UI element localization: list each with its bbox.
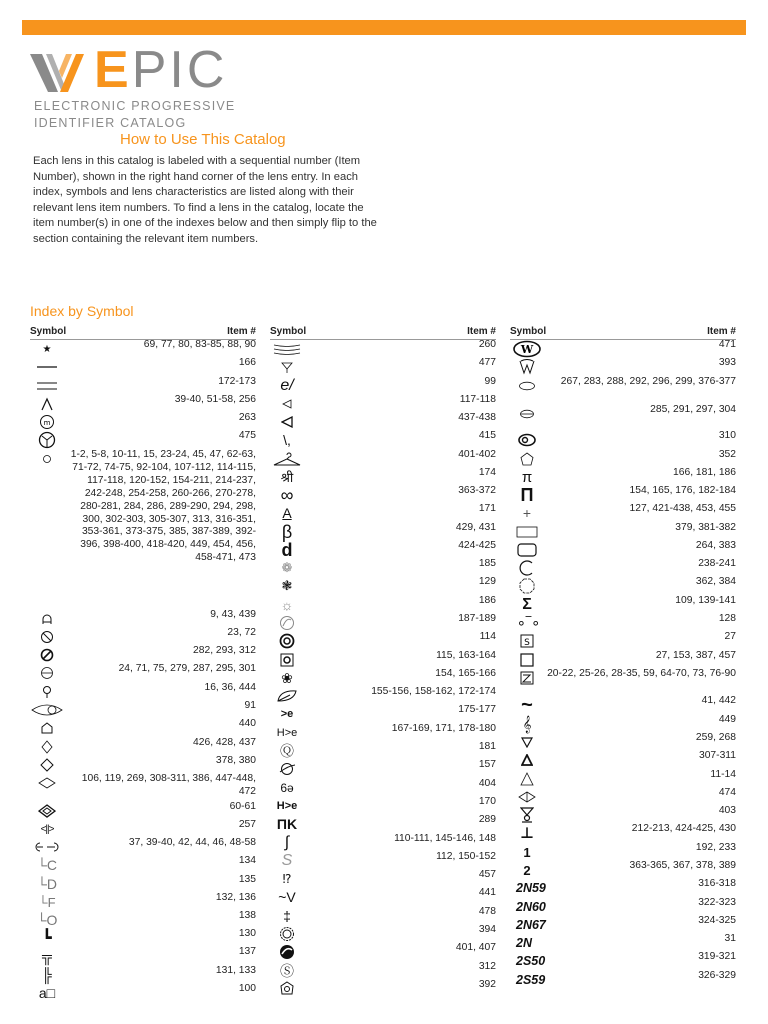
item-numbers: 41, 442 [701,695,736,706]
logo-stripes-icon [28,50,84,96]
item-numbers: 69, 77, 80, 83-85, 88, 90 [143,339,256,350]
pi-k-icon: ΠK [276,816,298,832]
item-numbers: 394 [478,924,496,935]
rectangle-icon [510,523,544,541]
item-numbers: 137 [238,946,256,957]
item-numbers: 441 [478,887,496,898]
item-numbers: 130 [238,928,256,939]
circle-m-icon [30,413,64,431]
item-numbers: 31 [724,933,736,944]
index-column-3 [510,325,736,987]
item-numbers: 187-189 [458,613,496,624]
oval-bar-icon [510,405,544,423]
item-numbers: 110-111, 145-146, 148 [394,833,496,844]
wide-diamond-icon [30,774,64,792]
svg-text:S: S [524,638,530,648]
item-numbers: 186 [478,595,496,606]
item-numbers: 128 [718,613,736,624]
index-column-2 [270,325,496,990]
item-numbers: 285, 291, 297, 304 [650,404,736,415]
l-stack-icon: ╦ [42,948,52,964]
funnel-icon [270,358,304,376]
item-numbers: 170 [478,796,496,807]
integral-icon: ∫ [284,834,290,851]
oval-icon [510,377,544,395]
s-outline-icon: S [281,852,293,869]
item-numbers: 263 [238,412,256,423]
pi-icon: π [521,468,533,486]
item-numbers: 324-325 [698,915,736,926]
triangle-down-icon [510,733,544,751]
item-numbers: 424-425 [458,540,496,551]
item-numbers: 426, 428, 437 [193,737,256,748]
item-numbers: 437-438 [458,412,496,423]
infinity-icon: ∞ [280,484,294,505]
item-numbers: 322-323 [698,897,736,908]
small-triangle-left-icon [270,395,304,413]
spiral-icon: ❃ [281,578,293,593]
header-accent-bar [22,20,746,35]
brand-subtitle-line1: ELECTRONIC PROGRESSIVE [34,99,236,113]
item-numbers: 155-156, 158-162, 172-174 [371,686,496,697]
item-numbers: 167-169, 171, 178-180 [391,723,496,734]
item-numbers: 100 [238,983,256,994]
at-circle-icon: Ⓠ [280,743,294,759]
index-title: Index by Symbol [30,303,134,319]
item-numbers: 11-14 [710,769,736,780]
item-numbers: 27 [724,631,736,642]
sun-icon: ☼ [280,597,294,613]
dagger-icon: ‡ [283,908,291,924]
item-numbers: 39-40, 51-58, 256 [174,394,256,405]
item-numbers: 1-2, 5-8, 10-11, 15, 23-24, 45, 47, 62-63, 71-72, 74-75, 92-104, 107-112, 114-115, 117-118, 120-152, 154-211, 214-237, 242-248, 254-258, 260-266, 270-278, 280-281, 284, 286, 289-290, 294, 298, 300, 302-303, 305-307, 313, 316-351, 353-361, 373-375, 385, 387-389, 392-396, 398-400, 418-420, 449, 454, 456, 458-471, 473 [70,449,256,564]
item-numbers: 257 [238,819,256,830]
item-numbers: 478 [478,906,496,917]
index-column-1 [30,325,256,1001]
item-numbers: 20-22, 25-26, 28-35, 59, 64-70, 73, 76-90 [547,668,736,679]
item-numbers: 166, 181, 186 [673,467,736,478]
square-icon [510,651,544,669]
item-numbers: 449 [718,714,736,725]
item-numbers: 363-365, 367, 378, 389 [629,860,736,871]
s-square-icon [510,632,544,650]
symbol-header: Symbol [510,326,547,337]
digit-two-icon: 2 [523,862,531,878]
leaf-icon [270,687,304,705]
howto-title: How to Use This Catalog [120,131,286,148]
item-numbers: 154, 165, 176, 182-184 [629,485,736,496]
item-numbers: 457 [478,869,496,880]
item-numbers: 109, 139-141 [675,595,736,606]
text-2n-icon: 2N [516,936,532,950]
item-numbers: 471 [718,339,736,350]
treble-clef-icon: 𝄞 [522,715,532,733]
item-numbers: 9, 43, 439 [210,609,256,620]
item-numbers: 477 [478,357,496,368]
brushed-circle-icon [270,760,304,778]
s-ball-icon [270,943,304,961]
item-numbers: 429, 431 [455,522,496,533]
l-c-icon: └C [36,857,58,873]
arrow-circle-icon [30,838,64,856]
caret-up-icon [30,395,64,413]
item-numbers: 310 [718,430,736,441]
text-2s50-icon: 2S50 [516,954,546,968]
item-numbers: 259, 268 [695,732,736,743]
triangle-bold-icon [510,751,544,769]
triangle-up-icon [510,770,544,788]
item-numbers: 316-318 [698,878,736,889]
item-numbers: 404 [478,778,496,789]
item-numbers: 392 [478,979,496,990]
w-circle-icon [510,340,544,358]
column-header [510,325,736,340]
swirl-icon: ❁ [281,560,293,575]
angle-bars-icon: <||> [40,823,54,835]
swoosh-circle-icon [270,614,304,632]
triangle-left-icon [270,413,304,431]
text-2n59-icon: 2N59 [516,881,546,895]
item-numbers: 171 [478,503,496,514]
small-circle-icon [30,450,64,468]
d-bold-icon: d [281,539,293,560]
diamond-arrows-icon [510,788,544,806]
item-numbers: 326-329 [698,970,736,981]
item-numbers: 238-241 [698,558,736,569]
item-numbers: 112, 150-152 [436,851,496,862]
h-gt-e-bold-icon: H>e [276,800,298,812]
broken-circle-icon [510,559,544,577]
item-numbers: 131, 133 [215,965,256,976]
double-line-icon [30,377,64,395]
l-bold-icon: ┗ [42,930,52,947]
layered-diamond-icon [30,802,64,820]
z-square-icon [510,669,544,687]
smile-icon: ∘‾∘ [513,615,541,632]
item-numbers: 192, 233 [695,842,736,853]
item-numbers: 307-311 [698,750,736,761]
l-f-icon: └F [38,894,56,910]
up-tack-icon: ⊥ [520,825,534,842]
target-icon [270,632,304,650]
l-box-icon: ╠ [42,967,52,983]
item-numbers: 117-118 [459,394,496,405]
item-numbers: 27, 153, 387, 457 [655,650,736,661]
l-o-icon: └O [36,912,58,928]
item-numbers: 403 [718,805,736,816]
brand-subtitle-line2: IDENTIFIER CATALOG [34,116,187,130]
item-numbers: 181 [478,741,496,752]
symbol-header: Symbol [270,326,307,337]
s-circle-icon: Ⓢ [280,963,294,979]
octagon-icon [510,577,544,595]
pi-bold-icon: Π [520,484,534,505]
item-numbers: 157 [478,759,496,770]
house-icon [30,719,64,737]
item-numbers: 415 [478,430,496,441]
item-numbers: 289 [478,814,496,825]
rose-icon: ❀ [281,669,293,686]
wreath-icon [270,925,304,943]
eye-icon [30,701,64,719]
text-2n67-icon: 2N67 [516,918,546,932]
arch-icon [30,610,64,628]
text-2s59-icon: 2S59 [516,973,546,987]
a-underline-icon: A [282,505,292,521]
text-2n60-icon: 2N60 [516,900,546,914]
plus-icon: + [522,505,532,521]
item-numbers: 352 [718,449,736,460]
item-header: Item # [467,326,496,337]
item-numbers: 134 [238,855,256,866]
svg-text:W: W [520,343,534,356]
w-ornament-icon [510,358,544,376]
tilde-icon: ~ [521,693,533,716]
column-header [30,325,256,340]
circle-bold-slash-icon [30,646,64,664]
g-e-icon: 6ə [280,781,294,795]
item-numbers: 99 [484,376,496,387]
diamond-outline-icon [30,738,64,756]
square-target-icon [270,651,304,669]
circle-slash-icon [30,628,64,646]
item-numbers: 475 [238,430,256,441]
digit-one-icon: 1 [523,844,531,860]
item-numbers: 175-177 [458,704,496,715]
l-d-icon: └D [36,876,58,892]
item-numbers: 363-372 [458,485,496,496]
item-numbers: 166 [238,357,256,368]
pentagon-icon [510,450,544,468]
lollipop-icon [30,683,64,701]
svg-text:m: m [43,419,51,427]
v-slash-icon: \, [283,432,291,448]
item-numbers: 393 [718,357,736,368]
single-line-icon [30,358,64,376]
item-numbers: 37, 39-40, 42, 44, 46, 48-58 [128,837,256,848]
item-header: Item # [707,326,736,337]
circle-bar-icon [30,664,64,682]
item-numbers: 114 [479,631,496,642]
gt-e-icon: >e [280,708,294,720]
star-icon: ★ [42,343,52,355]
hanger-icon [270,450,304,468]
item-numbers: 362, 384 [695,576,736,587]
item-numbers: 129 [478,576,496,587]
item-numbers: 267, 283, 288, 292, 296, 299, 376-377 [560,376,736,387]
triple-curve-icon [270,340,304,358]
sigma-icon: Σ [522,596,532,613]
item-numbers: 282, 293, 312 [193,645,256,656]
item-numbers: 127, 421-438, 453, 455 [629,503,736,514]
item-numbers: 174 [478,467,496,478]
rose-hex-icon [270,980,304,998]
item-numbers: 319-321 [698,951,736,962]
h-gt-e-icon: H>e [276,727,298,739]
e-slash-icon: e/ [280,377,294,394]
item-numbers: 379, 381-382 [675,522,736,533]
column-header [270,325,496,340]
item-numbers: 401, 407 [455,942,496,953]
beta-icon: β [281,521,293,542]
eye-bold-icon [510,431,544,449]
brand-name: EPIC [94,41,228,99]
item-numbers: 135 [238,874,256,885]
item-numbers: 378, 380 [215,755,256,766]
symbol-header: Symbol [30,326,67,337]
howto-text: Each lens in this catalog is labeled with a sequential number (Item Number), shown in the right hand corner of the lens entry. In each index, symbols and lens characteristics are listed along with their relevant lens item numbers. To find a lens in the catalog, locate the item number(s) in one of the indexes below and then simply flip to the section containing the relevant item numbers. [33,155,377,245]
item-numbers: 312 [478,961,496,972]
item-numbers: 91 [244,700,256,711]
item-numbers: 212-213, 424-425, 430 [631,823,736,834]
item-header: Item # [227,326,256,337]
item-numbers: 23, 72 [227,627,256,638]
rounded-rect-icon [510,541,544,559]
item-numbers: 60-61 [229,801,256,812]
wave-v-icon: ~V [278,889,296,905]
item-numbers: 260 [478,339,496,350]
item-numbers: 401-402 [458,449,496,460]
item-numbers: 440 [238,718,256,729]
devanagari-icon: श्री [280,470,294,485]
item-numbers: 474 [718,787,736,798]
hourglass-icon [510,806,544,824]
item-numbers: 106, 119, 269, 308-311, 386, 447-448, 472 [81,773,256,797]
diamond-icon [30,756,64,774]
item-numbers: 264, 383 [695,540,736,551]
item-numbers: 185 [478,558,496,569]
curl-icon: ⁉ [282,872,292,886]
item-numbers: 115, 163-164 [436,650,496,661]
item-numbers: 132, 136 [215,892,256,903]
a-box-icon: a□ [38,985,56,1001]
item-numbers: 138 [238,910,256,921]
item-numbers: 154, 165-166 [435,668,496,679]
item-numbers: 24, 71, 75, 279, 287, 295, 301 [118,663,256,674]
item-numbers: 16, 36, 444 [204,682,256,693]
item-numbers: 172-173 [218,376,256,387]
circle-y-icon [30,431,64,449]
